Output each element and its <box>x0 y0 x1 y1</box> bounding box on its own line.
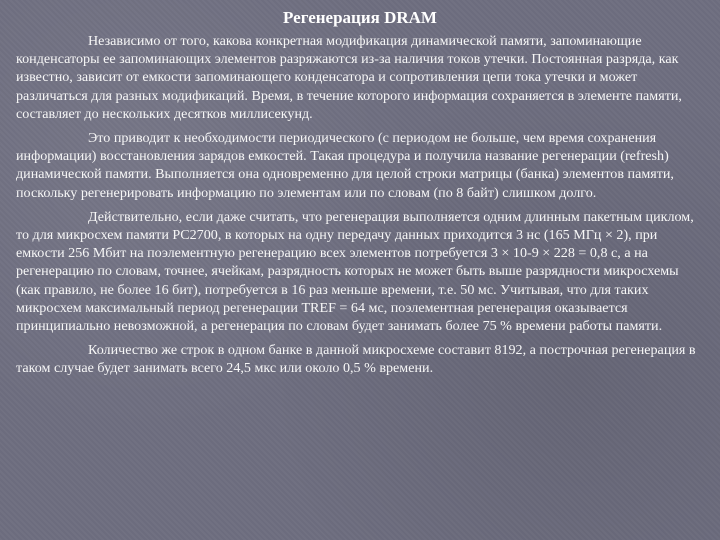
paragraph-4: Количество же строк в одном банке в данной микросхеме составит 8192, а построчная регенерация в таком случае будет занимать всего 24,5 мкс или около 0,5 % времени. <box>16 342 696 377</box>
paragraph-2: Это приводит к необходимости периодического (с периодом не больше, чем время сохранения информации) восстановления зарядов емкостей. Такая процедура и получила название регенерации (refresh) динамической памяти. Выполняется она одновременно для целой строки матрицы (банка) элементов памяти, поскольку регенерировать информацию по элементам или по словам (по 8 байт) слишком долго. <box>16 130 674 201</box>
paragraph-1: Независимо от того, какова конкретная модификация динамической памяти, запоминающие конденсаторы ее запоминающих элементов разряжаются из-за наличия токов утечки. Постоянная разряда, как известно, зависит от емкости запоминающего конденсатора и сопротивления цепи тока утечки и может различаться для разных модификаций. Время, в течение которого информация сохраняется в элементе памяти, составляет до нескольких десятков миллисекунд. <box>16 33 682 122</box>
paragraph-3: Действительно, если даже считать, что регенерация выполняется одним длинным пакетным циклом, то для микросхем памяти PC2700, в которых на одну передачу данных приходится 3 нс (165 МГц × 2), при емкости 256 Мбит на поэлементную регенерацию всех элементов потребуется 3 × 10-9 × 228 = 0,8 с, а на регенерацию по словам, точнее, ячейкам, разрядность которых не может быть выше разрядности микросхемы (как правило, не более 16 бит), потребуется в 16 раз меньше времени, т.е. 50 мс. Учитывая, что для таких микросхем максимальный период регенерации TREF = 64 мс, поэлементная регенерация оказывается принципиально невозможной, а регенерация по словам будет занимать более 75 % времени работы памяти. <box>16 208 694 335</box>
slide-title: Регенерация DRAM <box>283 8 437 27</box>
